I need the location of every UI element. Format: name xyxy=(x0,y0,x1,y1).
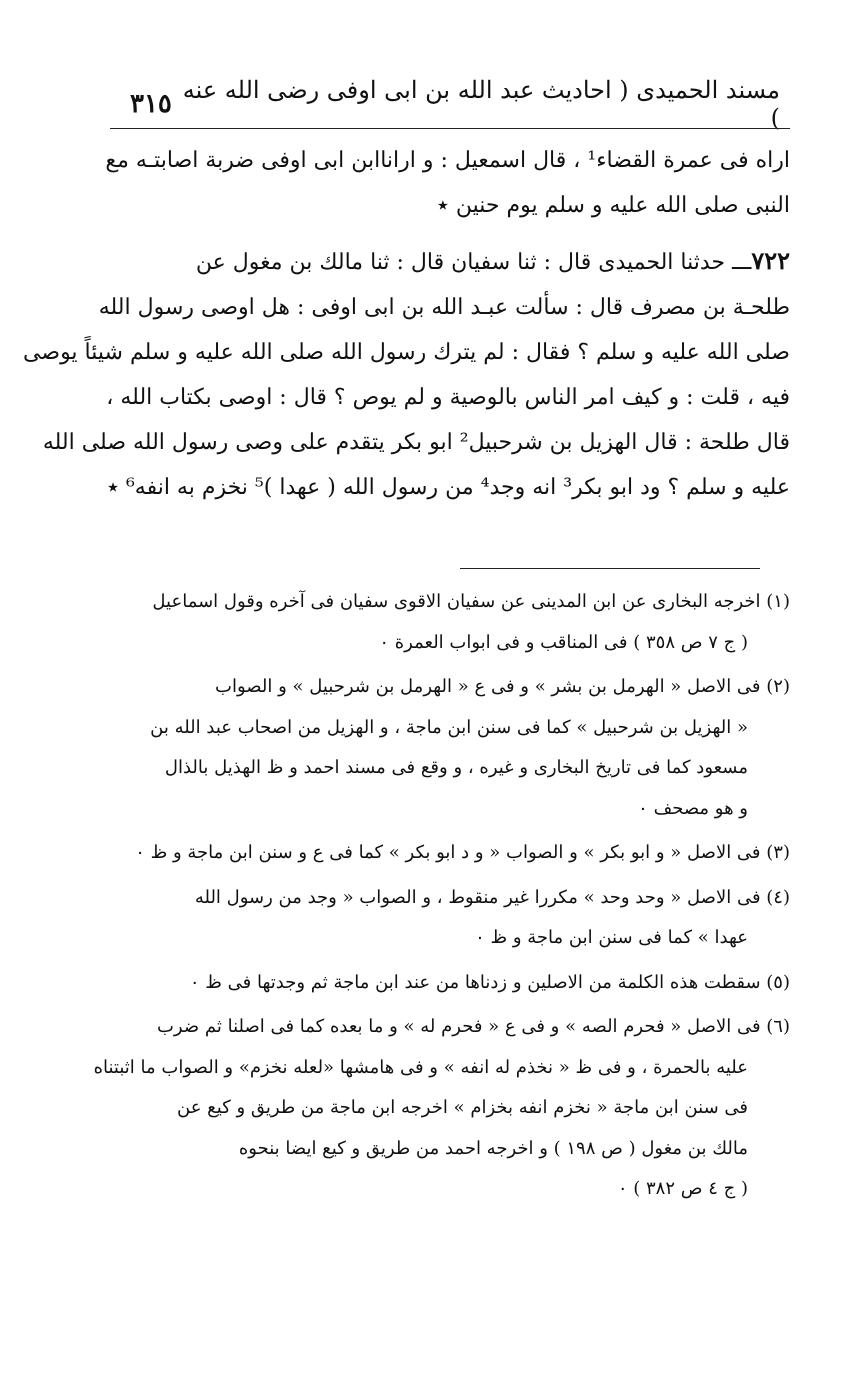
footnote-4 xyxy=(95,878,790,959)
hadith-first-line xyxy=(110,238,790,285)
header-rule xyxy=(110,128,790,129)
running-title: مسند الحميدى ( احاديث عبد الله بن ابى اوفى رضى الله عنه ) xyxy=(182,76,780,132)
footnotes xyxy=(95,582,790,1214)
footnote-2 xyxy=(95,667,790,829)
text-line: فيه ، قلت : و كيف امر الناس بالوصية و لم يوص ؟ قال : اوصى بكتاب الله ، xyxy=(106,385,790,410)
footnote-line: (٦) فى الاصل « فحرم الصه » و فى ع « فحرم له » و ما بعده كما فى اصلنا ثم ضرب xyxy=(156,1016,790,1037)
footnote-6 xyxy=(95,1007,790,1210)
main-text xyxy=(23,138,790,510)
footnote-line: (٣) فى الاصل « و ابو بكر » و الصواب « و د ابو بكر » كما فى ع و سنن ابن ماجة و ظ ٠ xyxy=(135,842,790,863)
hadith-text: ـــ حدثنا الحميدى قال : ثنا سفيان قال : ثنا مالك بن مغول عن xyxy=(195,250,752,275)
text-line: اراه فى عمرة القضاء¹ ، قال اسمعيل : و اراناابن ابى اوفى ضربة اصابتـه مع xyxy=(105,148,790,173)
footnote-line: عليه بالحمرة ، و فى ظ « نخذم له انفه » و فى هامشها «لعله نخزم» و الصواب ما اثبتناه xyxy=(93,1056,748,1078)
footnote-line: مسعود كما فى تاريخ البخارى و غيره ، و وقع فى مسند احمد و ظ الهذيل بالذال xyxy=(164,757,748,778)
page-number: ٣١٥ xyxy=(130,89,172,119)
footnote-line: عهدا » كما فى سنن ابن ماجة و ظ ٠ xyxy=(475,927,748,948)
text-line: عليه و سلم ؟ ود ابو بكر³ انه وجد⁴ من رسول الله ( عهدا )⁵ نخزم به انفه⁶ ٭ xyxy=(106,475,790,500)
footnote-line: مالك بن مغول ( ص ١٩٨ ) و اخرجه احمد من طريق و كيع ايضا بنحوه xyxy=(238,1137,748,1159)
footnote-line: (٤) فى الاصل « وحد وحد » مكررا غير منقوط ، و الصواب « وجد من رسول الله xyxy=(194,886,790,908)
footnote-3 xyxy=(95,833,790,874)
text-line: طلحـة بن مصرف قال : سألت عبـد الله بن ابى اوفى : هل اوصى رسول الله xyxy=(98,295,790,320)
footnote-1 xyxy=(95,582,790,663)
text-line: قال طلحة : قال الهزيل بن شرحبيل² ابو بكر يتقدم على وصى رسول الله صلى الله xyxy=(42,430,790,455)
hadith-number: ٧٢٢ xyxy=(751,246,790,275)
footnote-5 xyxy=(95,963,790,1004)
footnote-line: (٢) فى الاصل « الهرمل بن بشر » و فى ع « الهرمل بن شرحبيل » و الصواب xyxy=(215,676,790,697)
text-line: صلى الله عليه و سلم ؟ فقال : لم يترك رسول الله صلى الله عليه و سلم شيئاً يوصى xyxy=(23,340,790,365)
footnote-line: ( ج ٧ ص ٣٥٨ ) فى المناقب و فى ابواب العمرة ٠ xyxy=(379,631,748,653)
footnote-line: (٥) سقطت هذه الكلمة من الاصلين و زدناها من عند ابن ماجة ثم وجدتها فى ظ ٠ xyxy=(189,971,790,993)
footnote-line: و هو مصحف ٠ xyxy=(638,797,748,819)
text-line: النبى صلى الله عليه و سلم يوم حنين ٭ xyxy=(436,193,790,218)
footnote-line: (١) اخرجه البخارى عن ابن المدينى عن سفيان الاقوى سفيان فى آخره وقول اسماعيل xyxy=(152,591,790,612)
footnote-line: ( ج ٤ ص ٣٨٢ ) ٠ xyxy=(617,1178,748,1199)
page-header xyxy=(130,76,780,132)
footnote-rule xyxy=(460,568,760,569)
footnote-line: « الهزيل بن شرحبيل » كما فى سنن ابن ماجة ، و الهزيل من اصحاب عبد الله بن xyxy=(150,716,748,738)
footnote-line: فى سنن ابن ماجة « نخزم انفه بخزام » اخرجه ابن ماجة من طريق و كيع عن xyxy=(177,1097,748,1118)
